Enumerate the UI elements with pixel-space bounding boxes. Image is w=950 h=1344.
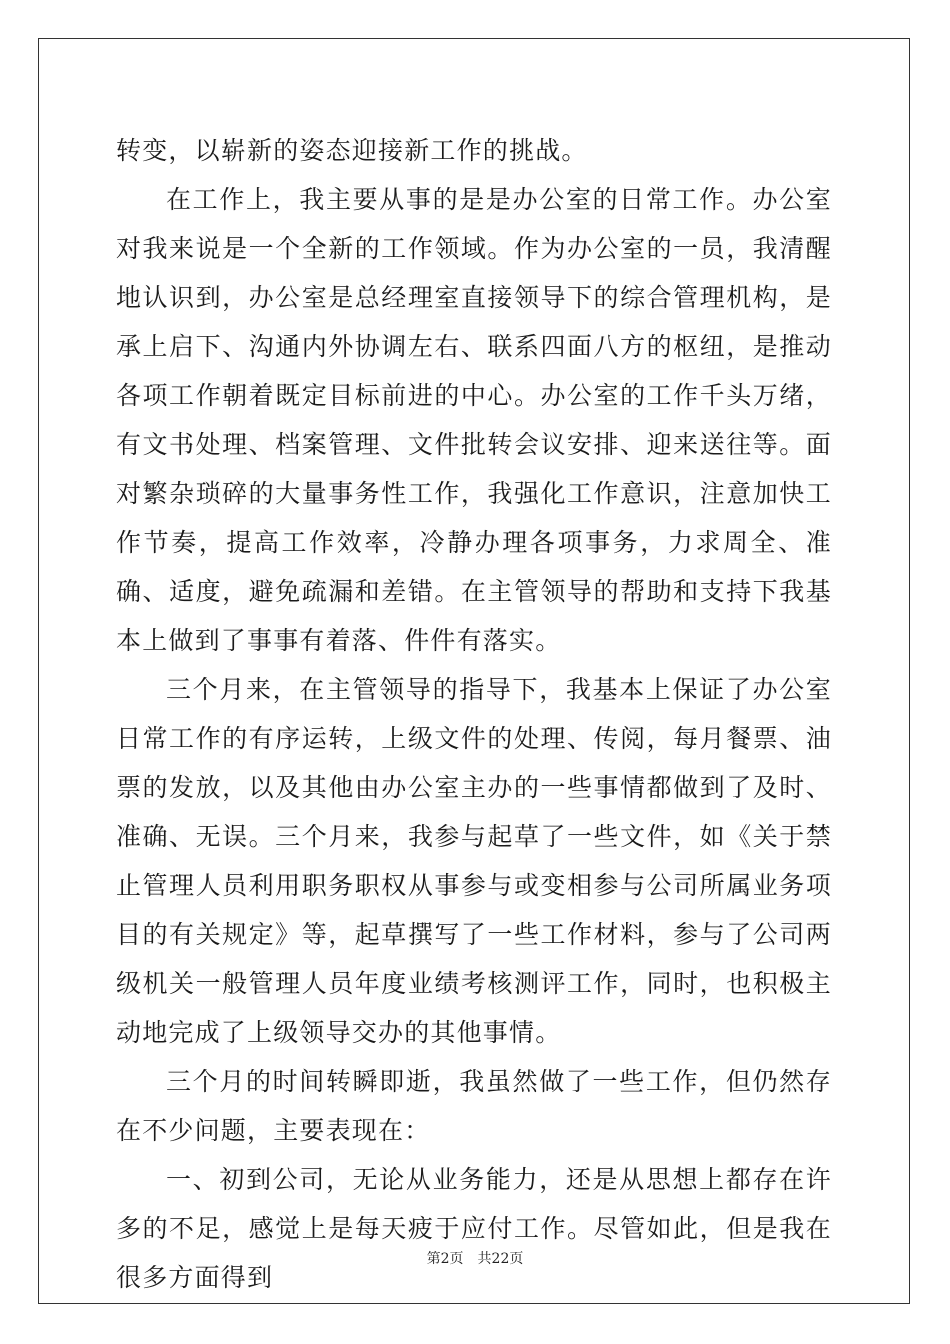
paragraph-2: 在工作上，我主要从事的是是办公室的日常工作。办公室对我来说是一个全新的工作领域。作为办公室的一员，我清醒地认识到，办公室是总经理室直接领导下的综合管理机构，是承上启下、沟通内外协调左右、联系四面八方的枢纽，是推动各项工作朝着既定目标前进的中心。办公室的工作千头万绪，有文书处理、档案管理、文件批转会议安排、迎来送往等。面对繁杂琐碎的大量事务性工作，我强化工作意识，注意加快工作节奏，提高工作效率，冷静办理各项事务，力求周全、准确、适度，避免疏漏和差错。在主管领导的帮助和支持下我基本上做到了事事有着落、件件有落实。 — [116, 185, 832, 655]
page-footer — [0, 1248, 950, 1268]
paragraph-1: 转变，以崭新的姿态迎接新工作的挑战。 — [116, 136, 588, 165]
document-body — [116, 126, 832, 1302]
paragraph-4: 三个月的时间转瞬即逝，我虽然做了一些工作，但仍然存在不少问题，主要表现在： — [116, 1067, 832, 1145]
paragraph-3: 三个月来，在主管领导的指导下，我基本上保证了办公室日常工作的有序运转，上级文件的处理、传阅，每月餐票、油票的发放，以及其他由办公室主办的一些事情都做到了及时、准确、无误。三个月来，我参与起草了一些文件，如《关于禁止管理人员利用职务职权从事参与或变相参与公司所属业务项目的有关规定》等，起草撰写了一些工作材料，参与了公司两级机关一般管理人员年度业绩考核测评工作，同时，也积极主动地完成了上级领导交办的其他事情。 — [116, 675, 832, 1047]
page-number: 第2页 — [426, 1251, 464, 1267]
page-total: 共22页 — [477, 1251, 524, 1267]
paragraph-5: 一、初到公司，无论从业务能力，还是从思想上都存在许多的不足，感觉上是每天疲于应付工作。尽管如此，但是我在很多方面得到 — [116, 1165, 832, 1292]
